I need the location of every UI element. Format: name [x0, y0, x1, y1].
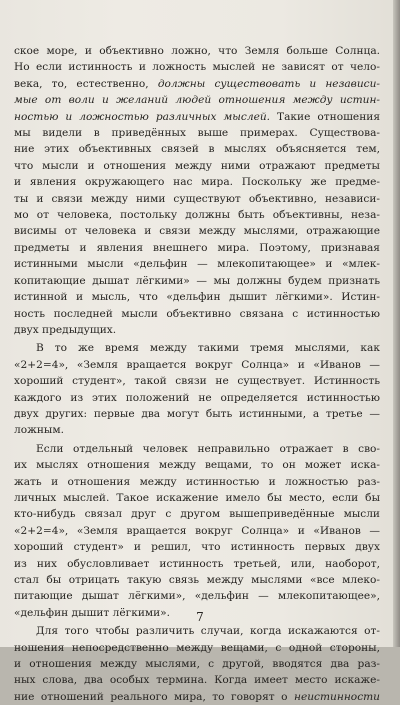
text-line: Если отдельный человек неправильно отражает в сво- — [36, 442, 380, 455]
paragraph-4 — [14, 623, 380, 705]
text-line: их мыслях отношения между вещами, то он может иска- — [14, 459, 380, 472]
text-line: ты и связи между ними существуют объективно, независи- — [14, 192, 380, 205]
paragraph-3 — [14, 441, 380, 621]
text-line: «2+2=4», «Земля вращается вокруг Солнца» и «Иванов — — [14, 524, 380, 537]
text-line: предметы и явления внешнего мира. Поэтому, признавая — [14, 241, 380, 254]
text-line: истинной и мысль, что «дельфин дышит лёгкими». Истин- — [14, 291, 380, 304]
text-line: и отношения между мыслями, с другой, вводятся два раз- — [14, 658, 380, 671]
text-line-emphasis: ние отношений реального мира, то говорят о неистинности — [14, 690, 380, 703]
text-line: ных слова, два особых термина. Когда имеет место искаже- — [14, 674, 380, 687]
text-line: двух предыдущих. — [14, 323, 117, 336]
body-text — [14, 43, 380, 705]
text-line: копитающие дышат лёгкими» — мы должны будем признать — [14, 274, 380, 287]
paragraph-2 — [14, 340, 380, 438]
text-line-emphasis: мые от воли и желаний людей отношения между истин- — [14, 94, 380, 107]
text-line: ность последней мысли объективно связана с истинностью — [14, 307, 380, 320]
paragraph-1 — [14, 43, 380, 338]
text-line: «дельфин дышит лёгкими». — [14, 606, 171, 619]
text-line: ложным. — [14, 424, 64, 437]
text-line: двух других: первые два могут быть истинными, а третье — — [14, 407, 380, 420]
text-line: питающие дышат лёгкими», «дельфин — млекопитающее», — [14, 590, 380, 603]
text-line: стал бы отрицать такую связь между мыслями «все млеко- — [14, 574, 380, 586]
text-line: хороший студент» и решил, что истинность первых двух — [14, 541, 380, 554]
text-line: ношения непосредственно между вещами, с одной стороны, — [14, 641, 380, 654]
text-line: кто-нибудь связал друг с другом вышеприведённые мысли — [14, 508, 380, 521]
text-line: и явления окружающего нас мира. Поскольку же предме- — [14, 176, 380, 189]
text-line: хороший студент», такой связи не существует. Истинность — [14, 375, 380, 388]
text-line: личных мыслей. Такое искажение имело бы место, если бы — [14, 491, 380, 504]
text-line: из них обусловливает истинность третьей, или, наоборот, — [14, 557, 380, 570]
text-line: истинными мысли «дельфин — млекопитающее» и «млек- — [14, 258, 380, 271]
text-line-emphasis: ностью и ложностью различных мыслей. Такие отношения — [14, 110, 380, 123]
text-line: висимы от человека и связи между мыслями, отражающие — [14, 225, 380, 238]
text-line: мо от человека, постольку должны быть объективны, неза- — [14, 209, 380, 222]
text-line: В то же время между такими тремя мыслями, как — [36, 342, 380, 355]
text-line: Но если истинность и ложность мыслей не зависят от чело- — [14, 61, 380, 74]
page-edge-shadow — [393, 0, 400, 647]
text-line: Для того чтобы различить случаи, когда искажаются от- — [36, 625, 380, 638]
text-line: «2+2=4», «Земля вращается вокруг Солнца» и «Иванов — — [14, 358, 380, 371]
text-line: ние этих объективных связей в мыслях объясняется тем, — [14, 143, 380, 156]
text-line: что мысли и отношения между ними отражают предметы — [14, 159, 380, 172]
page-number: 7 — [196, 610, 204, 624]
text-line: жать и отношения между истинностью и ложностью раз- — [14, 475, 380, 488]
text-line: каждого из этих положений не определяется истинностью — [14, 391, 380, 404]
text-line: мы видели в приведённых выше примерах. Существова- — [14, 127, 380, 140]
text-line: ское море, и объективно ложно, что Земля больше Солнца. — [14, 45, 380, 57]
text-line-emphasis: века, то, естественно, должны существовать и независи- — [14, 77, 380, 90]
